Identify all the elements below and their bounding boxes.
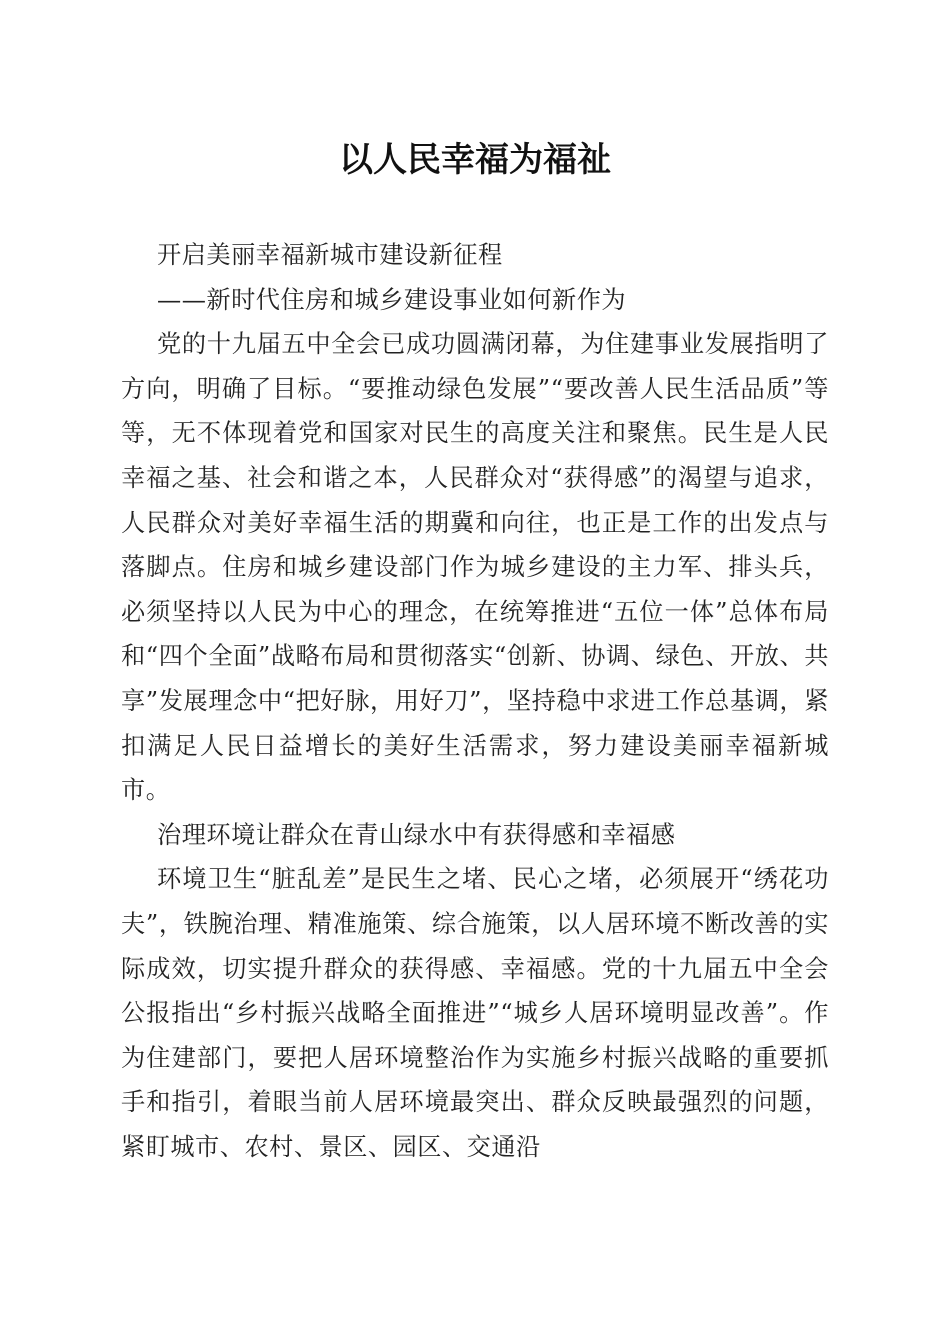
document-body [121,233,829,1169]
body-paragraph: 环境卫生“脏乱差”是民生之堵、民心之堵，必须展开“绣花功夫”，铁腕治理、精准施策、综合施策，以人居环境不断改善的实际成效，切实提升群众的获得感、幸福感。党的十九届五中全会公报指出“乡村振兴战略全面推进”“城乡人居环境明显改善”。作为住建部门，要把人居环境整治作为实施乡村振兴战略的重要抓手和指引，着眼当前人居环境最突出、群众反映最强烈的问题，紧盯城市、农村、景区、园区、交通沿 [121,865,829,1161]
section-heading: 治理环境让群众在青山绿水中有获得感和幸福感 [157,820,676,849]
subtitle-dash-line: ——新时代住房和城乡建设事业如何新作为 [157,285,627,314]
subtitle-line: 开启美丽幸福新城市建设新征程 [157,241,503,269]
document-title: 以人民幸福为福祉 [339,140,611,180]
body-paragraph: 党的十九届五中全会已成功圆满闭幕，为住建事业发展指明了方向，明确了目标。“要推动绿色发展”“要改善人民生活品质”等等，无不体现着党和国家对民生的高度关注和聚焦。民生是人民幸福之基、社会和谐之本，人民群众对“获得感”的渴望与追求，人民群众对美好幸福生活的期冀和向往，也正是工作的出发点与落脚点。住房和城乡建设部门作为城乡建设的主力军、排头兵，必须坚持以人民为中心的理念，在统筹推进“五位一体”总体布局和“四个全面”战略布局和贯彻落实“创新、协调、绿色、开放、共享”发展理念中“把好脉，用好刀”，坚持稳中求进工作总基调，紧扣满足人民日益增长的美好生活需求，努力建设美丽幸福新城市。 [121,330,829,805]
